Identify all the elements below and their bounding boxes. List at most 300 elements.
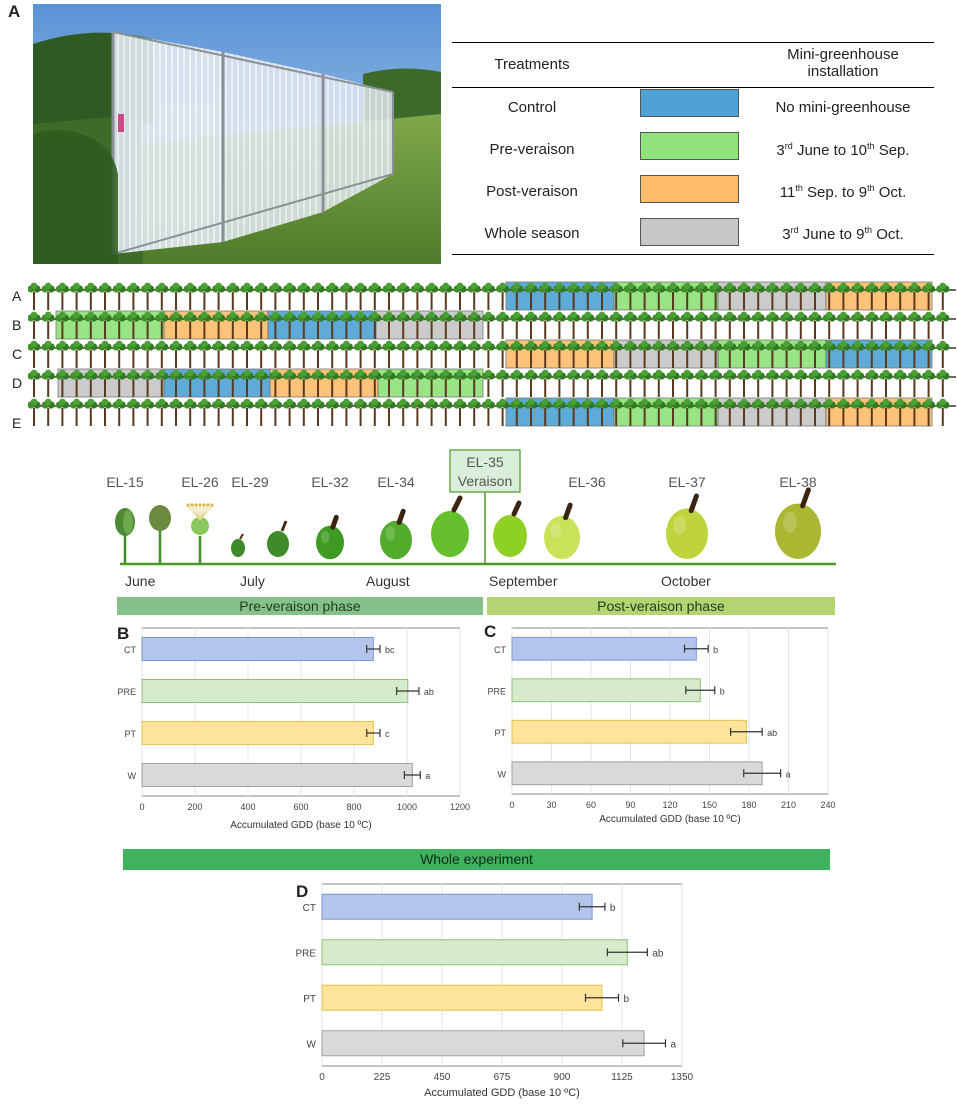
vine-leaf [641, 283, 648, 290]
swatch-pre [640, 132, 739, 160]
vine-leaf [329, 283, 336, 290]
vine-leaf [528, 312, 535, 319]
tick-label: 200 [187, 802, 203, 812]
vine-leaf [670, 312, 677, 319]
vine-leaf [570, 283, 577, 290]
vine-leaf [826, 399, 833, 406]
vine-leaf [59, 283, 66, 290]
tick-label: 0 [139, 802, 145, 812]
berry-highlight [321, 531, 329, 544]
vine-leaf [343, 370, 350, 377]
tick-label: 225 [373, 1072, 391, 1083]
vine-leaf [102, 341, 109, 348]
vine-leaf [428, 312, 435, 319]
panel-letter-c: C [484, 622, 497, 641]
vine-leaf [584, 399, 591, 406]
vine-leaf [357, 283, 364, 290]
vine-leaf [272, 312, 279, 319]
vine-leaf [826, 283, 833, 290]
month-october: October [661, 573, 711, 589]
vine-leaf [229, 283, 236, 290]
vine-leaf [655, 341, 662, 348]
vine-leaf [187, 399, 194, 406]
berry-highlight [673, 516, 686, 535]
vine-leaf [584, 341, 591, 348]
vine-leaf [286, 341, 293, 348]
bar-pt [512, 720, 746, 743]
vine-leaf [116, 283, 123, 290]
vine-leaf [812, 370, 819, 377]
berry-icon [380, 521, 412, 559]
vine-leaf [883, 341, 890, 348]
vine-leaf [215, 399, 222, 406]
bar-w [322, 1031, 644, 1056]
header-install-line2: installation [807, 63, 879, 80]
vine-leaf [712, 341, 719, 348]
vine-leaf [769, 312, 776, 319]
vine-leaf [315, 312, 322, 319]
vine-leaf [457, 341, 464, 348]
veraison-label-text: Veraison [457, 473, 513, 489]
vine-leaf [911, 341, 918, 348]
vine-leaf [542, 312, 549, 319]
vine-leaf [215, 312, 222, 319]
category-label: PT [303, 993, 316, 1005]
vine-leaf [698, 283, 705, 290]
vine-leaf [116, 312, 123, 319]
vine-leaf [911, 399, 918, 406]
vine-leaf [485, 283, 492, 290]
vine-leaf [570, 399, 577, 406]
vine-leaf [59, 341, 66, 348]
vine-leaf [939, 370, 946, 377]
vine-leaf [229, 399, 236, 406]
berry-stem [333, 517, 337, 527]
vine-leaf [670, 283, 677, 290]
vine-leaf [868, 370, 875, 377]
vine-leaf [130, 312, 137, 319]
vine-leaf [31, 312, 38, 319]
vine-leaf [102, 370, 109, 377]
vine-leaf [187, 312, 194, 319]
vine-leaf [684, 312, 691, 319]
vine-leaf [45, 312, 52, 319]
vine-leaf [854, 399, 861, 406]
vine-leaf [726, 341, 733, 348]
vine-leaf [854, 283, 861, 290]
vine-leaf [400, 341, 407, 348]
vine-leaf [414, 370, 421, 377]
tick-label: 900 [553, 1072, 571, 1083]
vine-leaf [741, 312, 748, 319]
vine-leaf [783, 312, 790, 319]
row-install-whole: 3rd June to 9th Oct. [782, 225, 904, 243]
significance-letter: a [670, 1039, 677, 1051]
vine-leaf [528, 370, 535, 377]
vine-leaf [868, 399, 875, 406]
vine-leaf [826, 341, 833, 348]
vine-leaf [641, 399, 648, 406]
vine-leaf [102, 283, 109, 290]
vine-leaf [428, 341, 435, 348]
vine-leaf [726, 399, 733, 406]
vine-leaf [73, 341, 80, 348]
vine-leaf [31, 341, 38, 348]
category-label: CT [302, 902, 316, 914]
vine-leaf [655, 283, 662, 290]
vine-leaf [499, 283, 506, 290]
vine-leaf [556, 283, 563, 290]
vine-leaf [698, 399, 705, 406]
vine-leaf [87, 370, 94, 377]
vine-leaf [272, 283, 279, 290]
vine-leaf [513, 370, 520, 377]
vine-leaf [300, 399, 307, 406]
vineyard-layout [28, 280, 956, 440]
berry-icon [316, 526, 344, 560]
vine-leaf [31, 370, 38, 377]
month-july: July [240, 573, 265, 589]
vine-leaf [158, 283, 165, 290]
significance-letter: c [384, 729, 390, 739]
vine-leaf [300, 283, 307, 290]
vine-leaf [584, 370, 591, 377]
vine-leaf [613, 370, 620, 377]
vine-leaf [542, 399, 549, 406]
vine-leaf [258, 370, 265, 377]
vine-leaf [755, 312, 762, 319]
stamen-tip [202, 503, 205, 506]
vine-leaf [158, 341, 165, 348]
vine-leaf [45, 399, 52, 406]
vine-leaf [556, 341, 563, 348]
vine-leaf [854, 370, 861, 377]
panel-letter-d: D [296, 882, 309, 901]
vine-leaf [627, 399, 634, 406]
vine-leaf [840, 370, 847, 377]
vine-leaf [428, 399, 435, 406]
mini-greenhouse-photo [33, 4, 441, 264]
vine-leaf [883, 370, 890, 377]
vine-leaf [897, 399, 904, 406]
stage-label: EL-15 [106, 474, 144, 490]
bar-ct [512, 637, 696, 660]
vine-leaf [45, 370, 52, 377]
chart-c [478, 622, 846, 830]
x-axis-label: Accumulated GDD (base 10 ºC) [230, 820, 372, 831]
vine-leaf [783, 283, 790, 290]
tick-label: 90 [625, 800, 636, 810]
month-september: September [489, 573, 558, 589]
vine-leaf [31, 283, 38, 290]
vine-leaf [840, 399, 847, 406]
vine-leaf [471, 312, 478, 319]
vine-leaf [812, 283, 819, 290]
vine-leaf [386, 283, 393, 290]
tick-label: 675 [493, 1072, 511, 1083]
vine-leaf [840, 283, 847, 290]
vine-leaf [897, 341, 904, 348]
vine-leaf [258, 283, 265, 290]
bar-pre [142, 679, 408, 702]
bar-w [142, 763, 412, 786]
stage-label: EL-38 [779, 474, 817, 490]
vine-leaf [641, 370, 648, 377]
berry-icon [431, 511, 469, 557]
stamen-tip [194, 503, 197, 506]
vine-leaf [457, 312, 464, 319]
vine-leaf [158, 399, 165, 406]
tick-label: 120 [662, 800, 678, 810]
category-label: PT [494, 727, 506, 738]
stamen-tip [206, 503, 209, 506]
vine-leaf [173, 370, 180, 377]
row-install-post: 11th Sep. to 9th Oct. [779, 183, 907, 201]
tick-label: 0 [509, 800, 515, 810]
vine-leaf [315, 399, 322, 406]
vine-leaf [599, 312, 606, 319]
vine-leaf [897, 283, 904, 290]
vine-leaf [783, 341, 790, 348]
x-axis-label: Accumulated GDD (base 10 ºC) [599, 814, 741, 825]
vine-leaf [400, 312, 407, 319]
phenology-timeline [100, 448, 840, 572]
significance-letter: b [609, 902, 616, 914]
significance-letter: ab [423, 687, 434, 697]
vine-leaf [797, 399, 804, 406]
vine-leaf [613, 283, 620, 290]
vine-leaf [641, 341, 648, 348]
vine-leaf [229, 312, 236, 319]
vine-leaf [286, 283, 293, 290]
stamen-tip [210, 503, 213, 506]
vine-leaf [528, 399, 535, 406]
vine-leaf [627, 370, 634, 377]
vine-leaf [173, 312, 180, 319]
vine-leaf [613, 312, 620, 319]
vine-leaf [684, 283, 691, 290]
vine-leaf [655, 312, 662, 319]
berry-icon [267, 531, 289, 557]
tick-label: 1000 [396, 802, 418, 812]
category-label: PRE [487, 686, 506, 697]
vine-leaf [357, 341, 364, 348]
stage-label: EL-32 [311, 474, 349, 490]
vine-leaf [201, 370, 208, 377]
vine-leaf [442, 341, 449, 348]
vine-leaf [414, 312, 421, 319]
vine-leaf [783, 399, 790, 406]
vine-leaf [868, 312, 875, 319]
vine-leaf [797, 370, 804, 377]
vine-leaf [769, 399, 776, 406]
vine-leaf [897, 370, 904, 377]
vine-leaf [286, 370, 293, 377]
tick-label: 800 [346, 802, 362, 812]
tick-label: 1125 [611, 1072, 633, 1083]
vine-leaf [471, 399, 478, 406]
vine-leaf [45, 341, 52, 348]
vine-leaf [698, 341, 705, 348]
tick-label: 210 [780, 800, 797, 810]
vine-leaf [684, 370, 691, 377]
berry-stem [282, 521, 286, 531]
swatch-whole [640, 218, 739, 246]
tick-label: 0 [319, 1072, 325, 1083]
month-june: June [125, 573, 156, 589]
table-bottom-rule [452, 254, 934, 255]
bud-icon [123, 510, 133, 534]
vine-leaf [570, 370, 577, 377]
vine-leaf [144, 283, 151, 290]
vine-leaf [670, 341, 677, 348]
row-name-pre: Pre-veraison [489, 141, 575, 158]
vine-leaf [158, 370, 165, 377]
vine-leaf [300, 312, 307, 319]
vine-leaf [712, 312, 719, 319]
vine-leaf [371, 399, 378, 406]
vine-leaf [925, 312, 932, 319]
vine-leaf [329, 370, 336, 377]
berry-stem [566, 505, 571, 518]
vine-leaf [457, 370, 464, 377]
vine-leaf [130, 341, 137, 348]
vine-leaf [215, 370, 222, 377]
panel-letter-b: B [117, 624, 130, 643]
vine-leaf [769, 370, 776, 377]
berry-icon [544, 516, 580, 559]
vine-row-label-c: C [12, 346, 23, 362]
vine-leaf [428, 370, 435, 377]
vine-leaf [371, 283, 378, 290]
vine-leaf [797, 283, 804, 290]
vine-leaf [116, 341, 123, 348]
vine-leaf [286, 399, 293, 406]
category-label: PRE [117, 687, 136, 697]
vine-leaf [939, 312, 946, 319]
berry-highlight [550, 522, 561, 538]
vine-leaf [244, 370, 251, 377]
table-header-rule [452, 87, 934, 88]
vine-leaf [755, 370, 762, 377]
berry-stem [454, 498, 460, 510]
vine-leaf [939, 341, 946, 348]
vine-leaf [741, 341, 748, 348]
vine-leaf [244, 283, 251, 290]
category-label: PT [124, 729, 136, 739]
vine-leaf [343, 341, 350, 348]
vine-leaf [797, 341, 804, 348]
vine-leaf [215, 341, 222, 348]
vine-leaf [741, 283, 748, 290]
vine-row-label-d: D [12, 375, 23, 391]
vine-leaf [31, 399, 38, 406]
vine-leaf [599, 370, 606, 377]
vine-leaf [457, 283, 464, 290]
category-label: CT [494, 644, 506, 655]
vine-leaf [826, 312, 833, 319]
vine-leaf [471, 283, 478, 290]
vine-leaf [357, 312, 364, 319]
tick-label: 150 [701, 800, 718, 810]
vine-leaf [897, 312, 904, 319]
tick-label: 400 [240, 802, 256, 812]
berry-icon [493, 515, 527, 557]
table-top-rule [452, 42, 934, 43]
swatch-post [640, 175, 739, 203]
vine-leaf [726, 370, 733, 377]
vine-leaf [201, 312, 208, 319]
vine-leaf [173, 341, 180, 348]
vine-leaf [556, 399, 563, 406]
vine-leaf [868, 341, 875, 348]
vine-leaf [655, 399, 662, 406]
vine-leaf [485, 341, 492, 348]
berry-stem [514, 503, 519, 514]
vine-leaf [513, 283, 520, 290]
vine-leaf [73, 312, 80, 319]
vine-leaf [400, 399, 407, 406]
vine-leaf [59, 312, 66, 319]
whole-experiment-bar: Whole experiment [123, 849, 830, 870]
vine-leaf [599, 341, 606, 348]
vine-leaf [698, 370, 705, 377]
vine-leaf [471, 341, 478, 348]
vine-leaf [499, 312, 506, 319]
vine-leaf [87, 312, 94, 319]
x-axis-label: Accumulated GDD (base 10 ºC) [424, 1087, 580, 1099]
vine-leaf [173, 399, 180, 406]
tick-label: 180 [741, 800, 757, 810]
berry-icon [775, 504, 821, 559]
vine-leaf [386, 312, 393, 319]
vine-leaf [485, 312, 492, 319]
vine-leaf [343, 399, 350, 406]
vine-leaf [684, 399, 691, 406]
vine-leaf [400, 283, 407, 290]
vine-leaf [556, 312, 563, 319]
vine-leaf [59, 370, 66, 377]
vine-leaf [797, 312, 804, 319]
chart-b [110, 624, 482, 832]
vine-row-label-a: A [12, 288, 22, 304]
vine-leaf [187, 370, 194, 377]
vine-leaf [755, 283, 762, 290]
significance-letter: a [785, 769, 791, 780]
vine-leaf [783, 370, 790, 377]
vine-leaf [357, 399, 364, 406]
vine-leaf [201, 283, 208, 290]
vine-leaf [73, 370, 80, 377]
vine-leaf [840, 341, 847, 348]
vine-leaf [45, 283, 52, 290]
vine-leaf [812, 312, 819, 319]
vine-leaf [712, 370, 719, 377]
chart-d [288, 880, 708, 1112]
vine-leaf [584, 283, 591, 290]
vine-leaf [371, 312, 378, 319]
tick-label: 240 [820, 800, 836, 810]
row-install-control: No mini-greenhouse [775, 99, 911, 116]
tick-label: 600 [293, 802, 309, 812]
vine-leaf [584, 312, 591, 319]
vine-leaf [868, 283, 875, 290]
stage-label: EL-37 [668, 474, 706, 490]
bar-w [512, 762, 762, 785]
vine-leaf [87, 341, 94, 348]
significance-letter: b [713, 644, 719, 655]
vine-leaf [272, 370, 279, 377]
